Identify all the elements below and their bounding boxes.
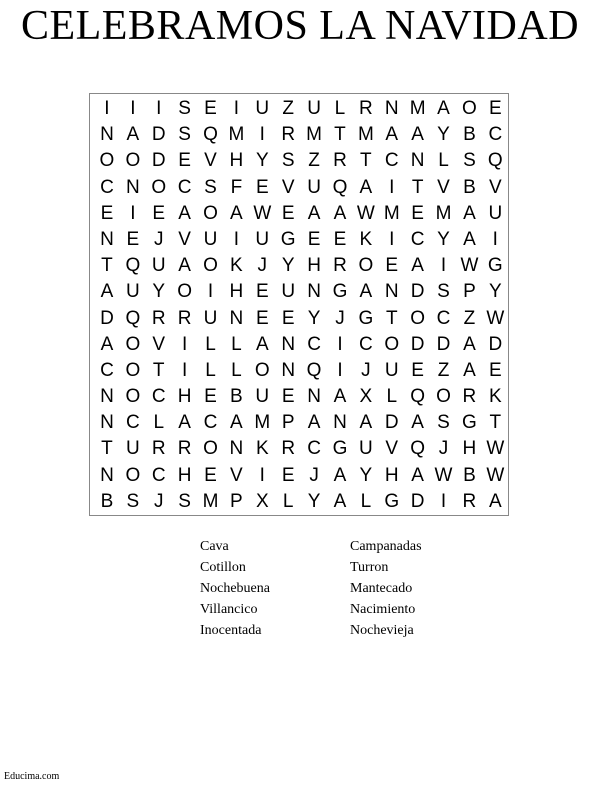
grid-letter: Q [203, 124, 218, 146]
grid-letter: S [437, 412, 450, 434]
grid-letter: W [486, 464, 505, 486]
grid-letter: R [151, 438, 166, 460]
grid-letter: L [438, 150, 449, 172]
grid-letter: A [437, 98, 450, 119]
grid-letter: S [463, 150, 476, 172]
word-list-item: Nochevieja [350, 623, 414, 638]
grid-letter: G [332, 438, 348, 460]
grid-letter: E [488, 359, 502, 381]
grid-letter: D [436, 333, 451, 355]
word-list-item: Inocentada [200, 623, 262, 638]
grid-letter: S [178, 124, 191, 146]
grid-letter: T [411, 176, 424, 198]
grid-letter: A [411, 464, 424, 486]
grid-letter: R [333, 255, 347, 277]
grid-letter: C [488, 124, 503, 146]
grid-letter: F [230, 176, 243, 198]
grid-letter: N [281, 333, 296, 355]
grid-letter: B [463, 176, 476, 198]
grid-letter: U [203, 307, 218, 329]
grid-letter: C [100, 176, 114, 198]
grid-letter: I [181, 333, 188, 355]
grid-letter: L [360, 490, 372, 512]
grid-letter: T [385, 307, 398, 329]
grid-letter: Q [125, 255, 141, 277]
grid-letter: K [488, 386, 502, 408]
grid-letter: Q [306, 359, 322, 381]
grid-letter: Y [307, 307, 321, 329]
grid-letter: E [488, 98, 502, 119]
grid-letter: O [151, 176, 167, 198]
grid-letter: N [100, 412, 114, 434]
grid-letter: I [207, 281, 214, 303]
grid-letter: P [463, 281, 476, 303]
grid-letter: W [253, 202, 272, 224]
grid-letter: A [385, 124, 399, 146]
grid-letter: L [231, 359, 242, 381]
grid-letter: C [307, 438, 321, 460]
grid-letter: W [356, 202, 375, 224]
grid-letter: N [100, 386, 114, 408]
grid-letter: N [281, 359, 296, 381]
grid-letter: M [254, 412, 271, 434]
grid-letter: G [384, 490, 400, 512]
grid-letter: L [153, 412, 165, 434]
grid-letter: L [282, 490, 294, 512]
grid-letter: O [125, 464, 141, 486]
grid-letter: Z [437, 359, 450, 381]
word-list-item: Campanadas [350, 539, 422, 554]
grid-letter: I [259, 124, 265, 146]
grid-letter: N [410, 150, 425, 172]
grid-letter: E [204, 386, 217, 408]
grid-letter: M [306, 124, 322, 146]
grid-letter: E [385, 255, 399, 277]
grid-letter: A [307, 412, 321, 434]
grid-letter: A [100, 281, 114, 303]
grid-letter: M [383, 202, 400, 224]
grid-letter: Q [410, 386, 426, 408]
grid-letter: O [125, 359, 141, 381]
word-list-item: Mantecado [350, 581, 413, 596]
grid-letter: A [333, 464, 347, 486]
word-list-item: Cotillon [200, 560, 246, 575]
grid-letter: G [487, 255, 503, 277]
grid-letter: N [384, 98, 399, 119]
grid-letter: Q [410, 438, 426, 460]
grid-letter: A [488, 490, 502, 512]
grid-letter: U [255, 386, 270, 408]
grid-letter: A [178, 412, 191, 434]
grid-letter: O [358, 255, 374, 277]
grid-letter: Q [332, 176, 348, 198]
grid-letter: A [307, 202, 321, 224]
grid-letter: O [125, 333, 141, 355]
grid-letter: A [100, 333, 114, 355]
grid-letter: S [178, 98, 191, 119]
grid-letter: J [309, 464, 319, 486]
grid-letter: R [281, 124, 296, 146]
grid-letter: H [307, 255, 321, 277]
grid-letter: N [333, 412, 347, 434]
grid-letter: I [389, 176, 395, 198]
grid-letter: L [205, 333, 216, 355]
grid-letter: N [100, 228, 114, 250]
grid-letter: C [125, 412, 140, 434]
grid-letter: R [333, 150, 347, 172]
grid-letter: M [435, 202, 452, 224]
grid-letter: E [281, 202, 295, 224]
grid-letter: C [436, 307, 451, 329]
grid-letter: T [489, 412, 502, 434]
grid-letter: D [384, 412, 399, 434]
grid-letter: U [255, 98, 270, 119]
grid-letter: G [280, 228, 296, 250]
grid-letter: V [178, 228, 191, 250]
word-list-item: Nochebuena [200, 581, 270, 596]
grid-letter: I [130, 202, 136, 224]
grid-letter: S [437, 281, 450, 303]
grid-letter: O [203, 438, 218, 460]
grid-letter: T [334, 124, 346, 146]
grid-letter: I [130, 98, 136, 119]
grid-letter: U [358, 438, 373, 460]
grid-letter: J [153, 490, 164, 512]
grid-letter: P [230, 490, 243, 512]
grid-letter: K [230, 255, 243, 277]
page-title: CELEBRAMOS LA NAVIDAD [20, 3, 580, 49]
grid-letter: E [204, 98, 217, 119]
grid-letter: C [151, 386, 166, 408]
grid-letter: U [125, 281, 140, 303]
grid-letter: O [203, 202, 218, 224]
grid-letter: L [334, 98, 346, 119]
grid-letter: C [307, 333, 321, 355]
grid-letter: T [360, 150, 372, 172]
grid-letter: B [463, 464, 476, 486]
grid-letter: I [233, 98, 240, 119]
grid-letter: V [437, 176, 450, 198]
grid-letter: I [440, 255, 447, 277]
grid-letter: T [101, 438, 113, 460]
grid-letter: O [462, 98, 477, 119]
grid-letter: U [307, 176, 321, 198]
grid-letter: O [177, 281, 192, 303]
grid-letter: E [152, 202, 166, 224]
grid-letter: A [230, 412, 243, 434]
grid-letter: G [358, 307, 374, 329]
grid-letter: A [359, 281, 373, 303]
grid-letter: D [488, 333, 503, 355]
grid-letter: U [255, 228, 270, 250]
grid-letter: E [281, 386, 295, 408]
grid-letter: N [229, 438, 244, 460]
grid-letter: Y [255, 150, 269, 172]
grid-letter: A [230, 202, 243, 224]
grid-letter: Y [307, 490, 321, 512]
grid-letter: D [151, 124, 166, 146]
grid-letter: V [204, 150, 217, 172]
grid-letter: O [410, 307, 426, 329]
grid-letter: N [307, 386, 321, 408]
grid-letter: E [126, 228, 140, 250]
grid-letter: R [462, 386, 477, 408]
word-list-item: Nacimiento [350, 602, 416, 617]
grid-letter: M [228, 124, 245, 146]
grid-letter: A [411, 412, 424, 434]
grid-letter: A [463, 333, 476, 355]
grid-letter: I [389, 228, 395, 250]
grid-letter: M [202, 490, 219, 512]
grid-letter: O [254, 359, 270, 381]
word-list-item: Villancico [200, 602, 258, 617]
word-list-item: Cava [200, 539, 229, 554]
grid-letter: B [100, 490, 114, 512]
grid-letter: Y [437, 228, 450, 250]
grid-letter: N [100, 124, 114, 146]
grid-letter: E [255, 176, 269, 198]
grid-letter: R [177, 438, 192, 460]
grid-letter: C [177, 176, 192, 198]
grid-letter: C [203, 412, 218, 434]
grid-letter: A [126, 124, 140, 146]
grid-letter: A [411, 124, 424, 146]
grid-letter: Y [488, 281, 502, 303]
grid-letter: V [152, 333, 166, 355]
grid-letter: N [384, 281, 399, 303]
grid-letter: O [99, 150, 115, 172]
grid-letter: U [125, 438, 140, 460]
grid-letter: V [385, 438, 399, 460]
grid-letter: I [492, 228, 498, 250]
word-search-grid [94, 96, 508, 515]
grid-letter: A [463, 228, 476, 250]
grid-letter: T [101, 255, 113, 277]
grid-letter: A [463, 359, 476, 381]
grid-letter: A [255, 333, 269, 355]
grid-letter: D [410, 333, 425, 355]
grid-letter: G [332, 281, 348, 303]
grid-letter: V [230, 464, 243, 486]
grid-letter: Y [359, 464, 373, 486]
grid-letter: N [125, 176, 140, 198]
grid-letter: L [205, 359, 216, 381]
grid-letter: P [281, 412, 295, 434]
grid-letter: H [177, 386, 192, 408]
grid-letter: A [178, 202, 191, 224]
grid-letter: O [203, 255, 218, 277]
grid-letter: I [181, 359, 188, 381]
grid-letter: E [178, 150, 191, 172]
grid-letter: Q [487, 150, 503, 172]
grid-letter: D [100, 307, 114, 329]
grid-letter: V [488, 176, 502, 198]
grid-letter: E [411, 359, 424, 381]
word-search-grid-frame [89, 93, 509, 516]
grid-letter: A [333, 202, 347, 224]
grid-letter: Z [308, 150, 320, 172]
grid-letter: R [462, 490, 477, 512]
grid-letter: M [409, 98, 426, 119]
grid-letter: A [411, 255, 424, 277]
grid-letter: S [204, 176, 217, 198]
grid-letter: U [203, 228, 218, 250]
grid-letter: W [486, 307, 505, 329]
grid-letter: Z [463, 307, 476, 329]
grid-letter: L [386, 386, 398, 408]
grid-letter: S [126, 490, 140, 512]
grid-letter: E [255, 281, 269, 303]
grid-letter: X [255, 490, 269, 512]
grid-letter: Z [282, 98, 294, 119]
grid-letter: C [410, 228, 425, 250]
grid-letter: C [100, 359, 114, 381]
grid-letter: N [229, 307, 244, 329]
grid-letter: L [231, 333, 242, 355]
grid-letter: H [229, 150, 244, 172]
grid-letter: C [151, 464, 166, 486]
grid-letter: N [307, 281, 321, 303]
grid-letter: J [438, 438, 449, 460]
grid-letter: Y [281, 255, 295, 277]
grid-letter: I [104, 98, 110, 119]
grid-letter: R [151, 307, 166, 329]
grid-letter: E [333, 228, 347, 250]
grid-letter: T [152, 359, 165, 381]
grid-letter: A [333, 386, 347, 408]
grid-letter: Q [125, 307, 141, 329]
grid-letter: I [233, 228, 240, 250]
grid-letter: I [337, 359, 343, 381]
grid-letter: A [463, 202, 476, 224]
grid-letter: S [178, 490, 191, 512]
grid-letter: E [100, 202, 114, 224]
grid-letter: H [462, 438, 477, 460]
grid-letter: E [411, 202, 424, 224]
grid-letter: E [255, 307, 269, 329]
grid-letter: E [281, 307, 295, 329]
grid-letter: I [156, 98, 162, 119]
grid-letter: O [436, 386, 451, 408]
grid-letter: B [230, 386, 243, 408]
grid-letter: J [257, 255, 268, 277]
grid-letter: A [333, 490, 347, 512]
grid-letter: A [359, 176, 373, 198]
grid-letter: D [151, 150, 166, 172]
grid-letter: R [177, 307, 192, 329]
grid-letter: O [125, 386, 141, 408]
grid-letter: S [281, 150, 295, 172]
grid-letter: O [125, 150, 141, 172]
grid-letter: J [361, 359, 371, 381]
grid-letter: U [151, 255, 166, 277]
grid-letter: C [358, 333, 373, 355]
grid-letter: E [281, 464, 295, 486]
grid-letter: R [358, 98, 373, 119]
grid-letter: U [488, 202, 503, 224]
grid-letter: H [384, 464, 399, 486]
grid-letter: E [204, 464, 217, 486]
grid-letter: D [410, 490, 425, 512]
grid-letter: J [153, 228, 164, 250]
grid-letter: U [384, 359, 399, 381]
grid-letter: W [486, 438, 505, 460]
grid-letter: H [229, 281, 244, 303]
grid-letter: H [177, 464, 192, 486]
grid-letter: A [178, 255, 191, 277]
grid-letter: C [384, 150, 399, 172]
grid-letter: I [337, 333, 343, 355]
grid-letter: E [307, 228, 321, 250]
grid-letter: J [335, 307, 345, 329]
grid-letter: W [434, 464, 453, 486]
grid-letter: W [460, 255, 479, 277]
grid-letter: U [281, 281, 296, 303]
footer-credit: Educima.com [4, 771, 60, 782]
grid-letter: O [384, 333, 400, 355]
grid-letter: N [100, 464, 114, 486]
word-list-item: Turron [350, 560, 389, 575]
grid-letter: Y [152, 281, 166, 303]
grid-letter: B [463, 124, 476, 146]
grid-letter: K [359, 228, 373, 250]
grid-letter: G [462, 412, 477, 434]
word-list [200, 536, 500, 641]
grid-letter: R [281, 438, 296, 460]
grid-letter: Y [437, 124, 450, 146]
grid-letter: I [440, 490, 447, 512]
grid-letter: U [307, 98, 321, 119]
grid-letter: A [359, 412, 373, 434]
grid-letter: M [357, 124, 374, 146]
grid-letter: I [259, 464, 265, 486]
grid-letter: X [359, 386, 373, 408]
grid-letter: D [410, 281, 425, 303]
grid-letter: K [255, 438, 269, 460]
grid-letter: V [281, 176, 295, 198]
